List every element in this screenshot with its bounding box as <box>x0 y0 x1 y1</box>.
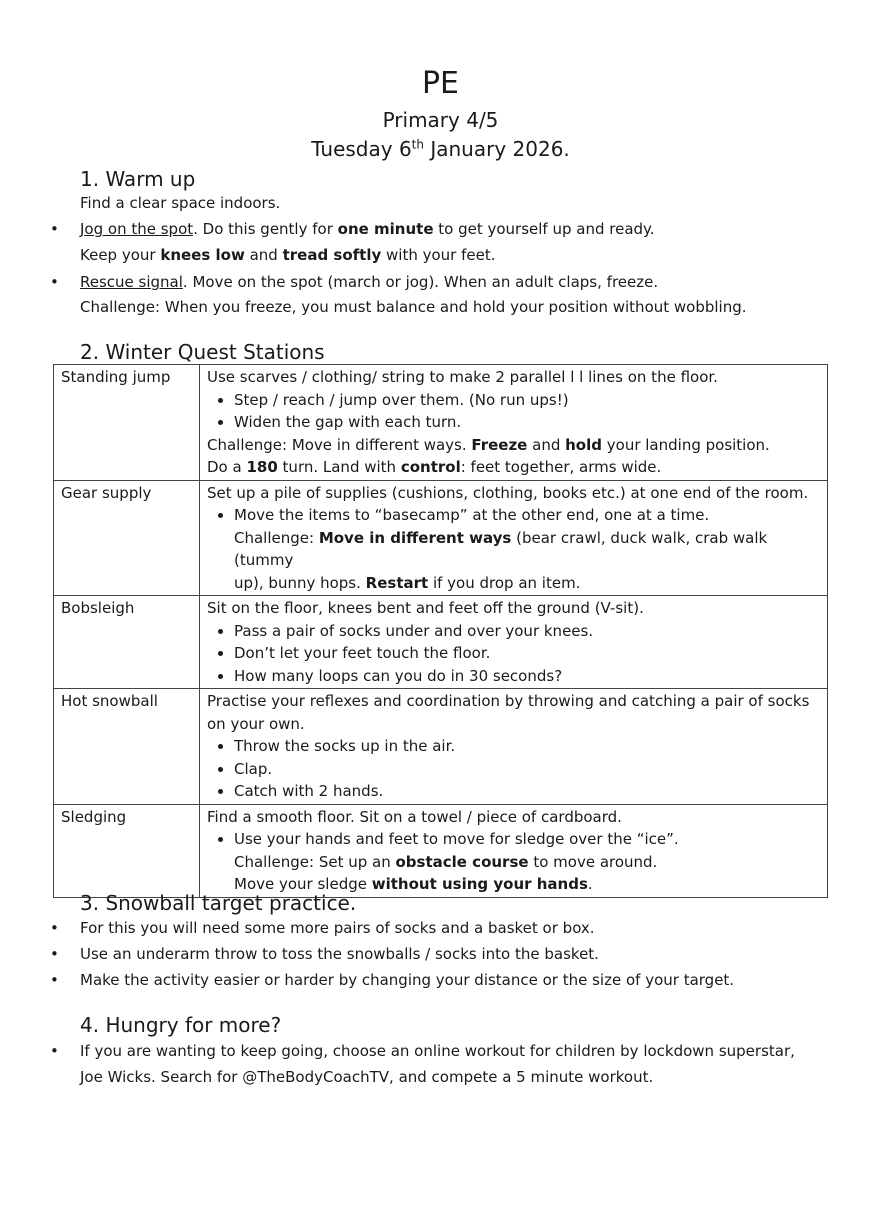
station-name: Sledging <box>54 804 200 897</box>
text: turn. Land with <box>277 458 401 476</box>
text: Set up a pile of supplies (cushions, clothing, books etc.) at one end of the room. <box>207 483 809 502</box>
text-line <box>207 572 820 595</box>
emphasis: without using your hands <box>371 875 588 893</box>
bullet-icon: • <box>50 945 59 963</box>
stations-heading: 2. Winter Quest Stations <box>80 340 325 364</box>
text: Practise your reflexes and coordination by throwing and catching a pair of socks <box>207 692 810 710</box>
station-name: Hot snowball <box>54 689 200 805</box>
hungry-line-1: If you are wanting to keep going, choose an online workout for children by lockdown superstar, <box>80 1042 795 1060</box>
bullet-list <box>207 620 820 688</box>
list-item: Use an underarm throw to toss the snowballs / socks into the basket. <box>80 945 599 963</box>
bullet-icon: • <box>50 220 59 238</box>
rescue-signal-label: Rescue signal <box>80 273 183 291</box>
emphasis: obstacle course <box>395 852 529 871</box>
list-item: Make the activity easier or harder by changing your distance or the size of your target. <box>80 971 735 989</box>
emphasis: Freeze <box>471 435 528 454</box>
jog-on-the-spot-label: Jog on the spot <box>80 220 194 238</box>
text: Use scarves / clothing/ string to make 2 parallel l l lines on the floor. <box>207 368 718 386</box>
bullet-list <box>207 504 820 527</box>
text: and <box>527 435 566 454</box>
bullet-list <box>207 389 820 434</box>
table-row <box>54 365 828 481</box>
rescue-challenge-line: Challenge: When you freeze, you must balance and hold your position without wobbling. <box>80 298 747 316</box>
emphasis: Move in different ways <box>318 528 512 547</box>
text: Move your sledge <box>234 875 372 893</box>
text: to move around. <box>528 852 658 871</box>
text: : feet together, arms wide. <box>460 458 662 476</box>
list-item: • Don’t let your feet touch the floor. <box>234 642 820 665</box>
station-details <box>200 804 828 897</box>
snowball-heading: 3. Snowball target practice. <box>80 891 357 915</box>
bullet-icon: • <box>50 919 59 937</box>
challenge-line <box>207 851 820 874</box>
text: your landing position. <box>602 435 770 454</box>
table-row <box>54 480 828 596</box>
emphasis: 180 <box>246 458 278 476</box>
class-subtitle: Primary 4/5 <box>382 108 499 132</box>
list-item: • Step / reach / jump over them. (No run ups!) <box>234 389 820 412</box>
station-details <box>200 480 828 596</box>
emphasis: Restart <box>365 573 429 592</box>
text: Find a smooth floor. Sit on a towel / piece of cardboard. <box>207 807 622 826</box>
text: (bear crawl, duck walk, crab walk (tummy <box>234 528 768 569</box>
hungry-line-2: Joe Wicks. Search for @TheBodyCoachTV, and compete a 5 minute workout. <box>80 1068 654 1086</box>
text: . <box>587 875 593 893</box>
text: up), bunny hops. <box>234 573 366 592</box>
lesson-date <box>0 136 881 162</box>
bullet-icon: • <box>50 273 59 291</box>
date-text: Tuesday 6 <box>311 137 412 161</box>
warm-up-heading: 1. Warm up <box>80 167 196 191</box>
list-item: • Use your hands and feet to move for sledge over the “ice”. <box>234 828 820 851</box>
bullet-list <box>207 735 820 803</box>
emphasis: knees low <box>160 246 245 264</box>
hungry-heading: 4. Hungry for more? <box>80 1013 282 1037</box>
list-item: • Throw the socks up in the air. <box>234 735 820 758</box>
emphasis: control <box>400 458 461 476</box>
text: Challenge: Set up an <box>234 852 396 871</box>
text: if you drop an item. <box>428 573 581 592</box>
text: Do a <box>207 458 247 476</box>
text: . Do this gently for <box>193 220 338 238</box>
bullet-icon: • <box>50 1042 59 1060</box>
list-item: • How many loops can you do in 30 seconds? <box>234 665 820 688</box>
station-details <box>200 365 828 481</box>
jog-line <box>80 219 655 239</box>
text: Sit on the floor, knees bent and feet off the ground (V-sit). <box>207 599 644 617</box>
page-title: PE <box>421 66 460 101</box>
list-item: For this you will need some more pairs of socks and a basket or box. <box>80 919 595 937</box>
list-item: • Clap. <box>234 758 820 781</box>
date-text-end: January 2026. <box>423 137 570 161</box>
station-name: Standing jump <box>54 365 200 481</box>
station-name: Gear supply <box>54 480 200 596</box>
list-item: • Pass a pair of socks under and over your knees. <box>234 620 820 643</box>
emphasis: hold <box>565 435 602 454</box>
table-row <box>54 804 828 897</box>
list-item: • Catch with 2 hands. <box>234 780 820 803</box>
station-details <box>200 596 828 689</box>
table-row <box>54 689 828 805</box>
station-details <box>200 689 828 805</box>
station-name: Bobsleigh <box>54 596 200 689</box>
challenge-line <box>207 434 820 457</box>
emphasis: tread softly <box>282 246 382 264</box>
bullet-icon: • <box>50 971 59 989</box>
bullet-list <box>207 828 820 851</box>
rescue-line <box>80 272 658 292</box>
text: and <box>244 246 283 264</box>
table-row <box>54 596 828 689</box>
emphasis: one minute <box>337 220 434 238</box>
text: Keep your <box>80 246 161 264</box>
list-item: • Widen the gap with each turn. <box>234 411 820 434</box>
text: on your own. <box>207 714 305 733</box>
text: . Move on the spot (march or jog). When an adult claps, freeze. <box>182 273 659 291</box>
text-line <box>207 456 820 479</box>
text: to get yourself up and ready. <box>433 220 655 238</box>
text: Challenge: <box>234 528 319 547</box>
text: Challenge: Move in different ways. <box>207 435 472 454</box>
text: with your feet. <box>381 246 496 264</box>
challenge-line <box>207 527 820 572</box>
list-item: • Move the items to “basecamp” at the other end, one at a time. <box>234 504 820 527</box>
date-suffix: th <box>411 137 424 152</box>
stations-table <box>53 364 828 898</box>
jog-tip-line <box>80 245 496 265</box>
warm-up-intro: Find a clear space indoors. <box>80 194 281 212</box>
